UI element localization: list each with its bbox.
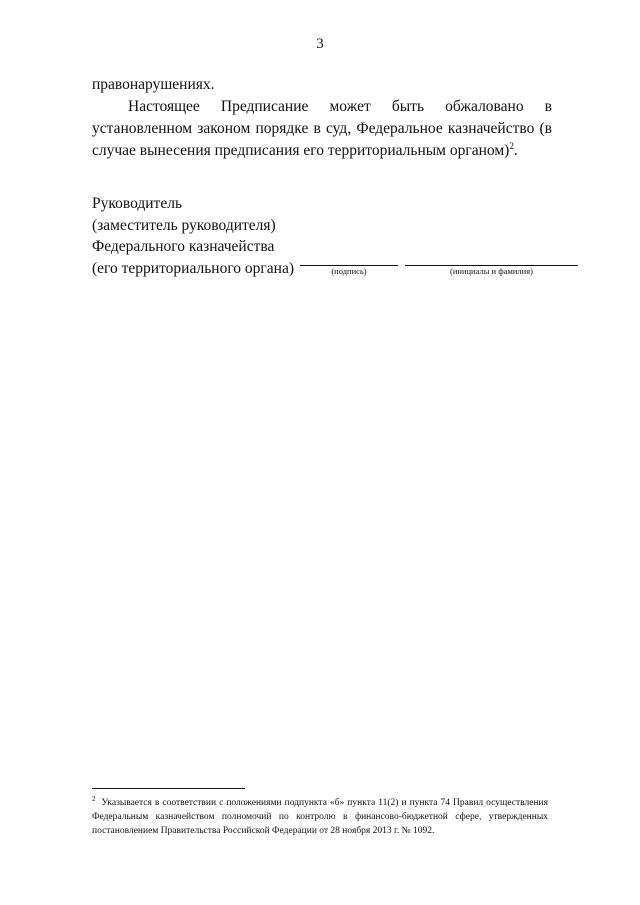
footnote-divider <box>92 788 245 789</box>
footnote-reference: 2 <box>509 140 514 151</box>
signer-line-4: (его территориального органа) <box>92 259 294 277</box>
paragraph-period: . <box>513 142 518 159</box>
footnote-marker: 2 <box>92 794 96 803</box>
appeal-paragraph-text: Настоящее Предписание может быть обжаловано в установленном законом порядке в суд, Федеральное казначейство (в случае вынесения предписания его территориальным органом) <box>92 98 552 159</box>
page-number: 3 <box>316 36 324 52</box>
appeal-paragraph <box>92 96 552 162</box>
signature-caption: (подпись) <box>331 266 367 276</box>
footnote-text: Указывается в соответствии с положениями подпункта «б» пункта 11(2) и пункта 74 Правил осуществления Федеральным казначейством полномочий по контролю в финансово-бюджетной сфере, утвержденных постановлением Правительства Российской Федерации от 28 ноября 2013 г. № 1092. <box>92 798 548 836</box>
initials-caption: (инициалы и фамилия) <box>450 266 533 276</box>
signer-line-3: Федерального казначейства <box>92 238 275 255</box>
footnote <box>92 796 548 838</box>
signer-title <box>92 193 294 279</box>
signer-line-1: Руководитель <box>92 195 183 212</box>
paragraph-continuation: правонарушениях. <box>92 76 215 93</box>
signer-line-2: (заместитель руководителя) <box>92 216 276 234</box>
